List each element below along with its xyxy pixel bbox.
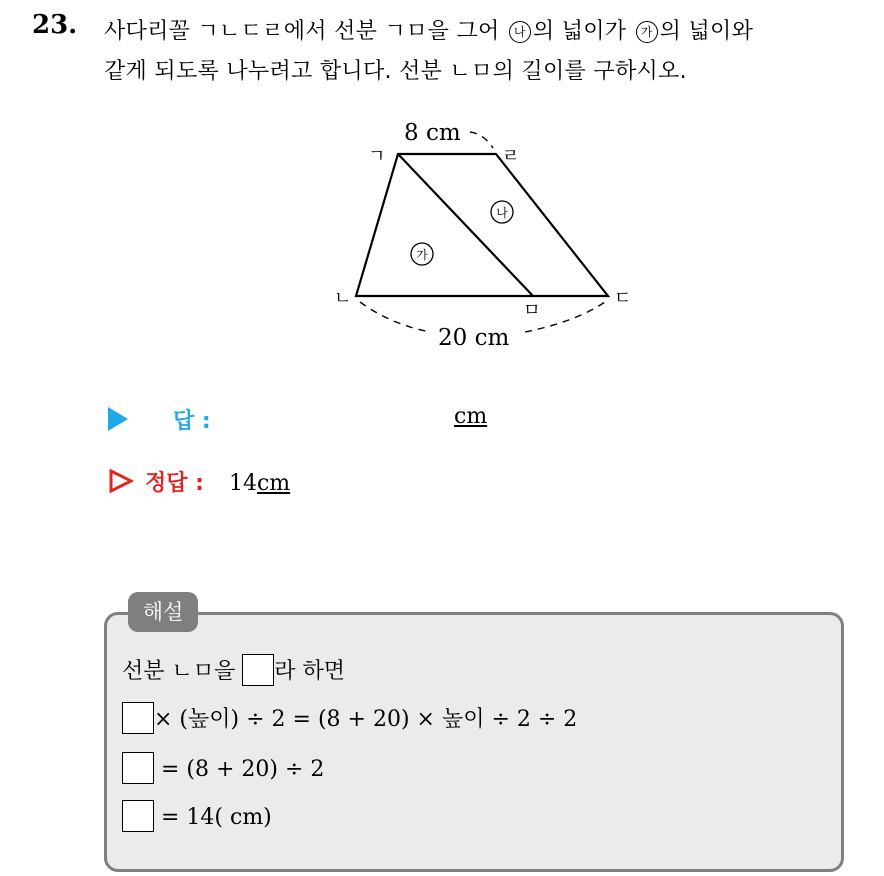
top-length-label: 8 cm (404, 120, 461, 146)
play-triangle-icon (108, 407, 128, 431)
vertex-top-left: ㄱ (368, 146, 386, 167)
explanation-text: 라 하면 (274, 659, 345, 684)
explanation-panel (104, 612, 844, 872)
explanation-line-1 (122, 654, 345, 686)
equation-part: ) ÷ 2 = (8 + 20) × (230, 707, 442, 732)
vertex-top-right: ㄹ (502, 146, 520, 167)
question-text-line-2: 같게 되도록 나누려고 합니다. 선분 ㄴㅁ의 길이를 구하시오. (104, 59, 687, 84)
answer-unit: cm (454, 404, 488, 429)
explanation-line-4 (122, 800, 272, 832)
height-word: 높이 (188, 707, 231, 732)
explanation-tab: 해설 (128, 592, 198, 632)
unknown-box (242, 654, 274, 686)
explanation-line-3 (122, 752, 324, 784)
explanation-text: 선분 ㄴㅁ을 (122, 659, 243, 684)
explanation-line-2 (122, 702, 577, 734)
equation-part: × ( (154, 707, 189, 732)
equation-part: = 14( cm) (161, 805, 272, 830)
trapezoid-shape (356, 154, 608, 296)
question-text-part: 사다리꼴 ㄱㄴㄷㄹ에서 선분 ㄱㅁ을 그어 (104, 19, 507, 44)
answer-row (108, 404, 488, 435)
unknown-box (122, 702, 154, 734)
solution-answer-unit: cm (256, 471, 291, 496)
top-dimension-arc (470, 132, 493, 148)
vertex-bottom-right: ㄷ (614, 288, 632, 309)
trapezoid-figure (320, 110, 640, 360)
equation-part: = (8 + 20) ÷ 2 (161, 757, 325, 782)
question-text-line-1 (104, 14, 753, 45)
bottom-dimension-arc-left (360, 302, 430, 332)
bottom-length-label: 20 cm (438, 325, 510, 351)
solution-answer-row (108, 466, 290, 497)
height-word: 높이 (441, 707, 485, 732)
solution-answer-value: 14 (228, 471, 257, 496)
region-a-symbol: 가 (636, 21, 658, 43)
solution-answer-label: 정답 : (145, 471, 204, 496)
question-text-part: 의 넓이가 (532, 19, 634, 44)
region-a-label: 가 (416, 248, 428, 262)
outline-triangle-icon (108, 468, 134, 494)
answer-label: 답 : (173, 409, 211, 434)
region-b-symbol: 나 (509, 21, 531, 43)
equation-part: ÷ 2 ÷ 2 (484, 707, 578, 732)
vertex-bottom-left: ㄴ (334, 288, 352, 309)
question-text-part: 의 넓이와 (659, 19, 754, 44)
unknown-box (122, 800, 154, 832)
vertex-m: ㅁ (523, 300, 541, 321)
region-b-label: 나 (496, 206, 508, 220)
unknown-box (122, 752, 154, 784)
question-number: 23. (32, 10, 78, 40)
